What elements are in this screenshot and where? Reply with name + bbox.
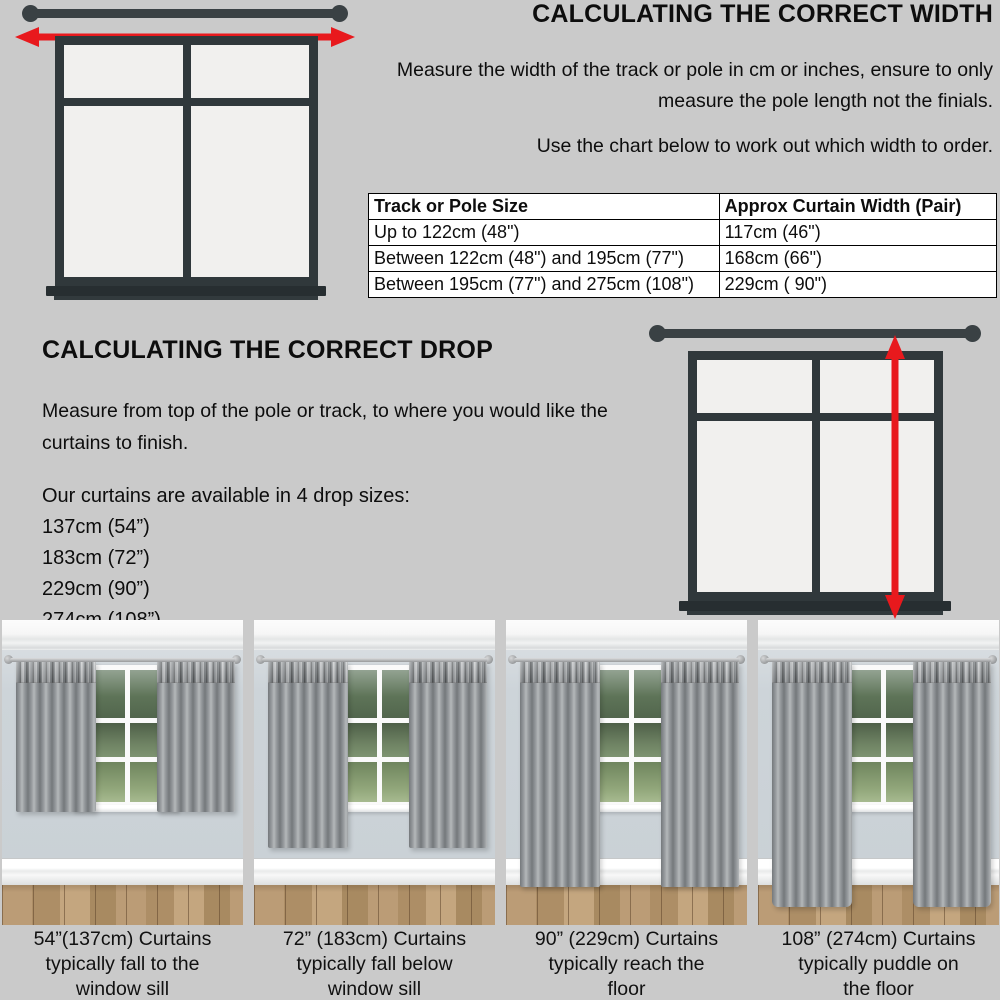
window-pane	[697, 360, 812, 413]
curtain-panel-left	[16, 662, 96, 812]
photo-caption-90in: 90” (229cm) Curtains typically reach the floor	[534, 928, 719, 1000]
window-pane	[820, 421, 935, 592]
width-section	[368, 0, 993, 162]
curtain-width-cell: 229cm ( 90")	[719, 272, 996, 298]
curtain-photo-72in	[254, 620, 495, 925]
wood-floor	[254, 885, 495, 925]
photo-caption-72in: 72” (183cm) Curtains typically fall below window sill	[282, 928, 467, 1000]
skirting-board	[2, 858, 243, 886]
window-pane	[191, 45, 310, 98]
curtain-pole	[30, 9, 344, 18]
drop-window-illustration	[645, 315, 1000, 627]
pole-size-cell: Between 122cm (48") and 195cm (77")	[369, 246, 720, 272]
column-header-curtain-width: Approx Curtain Width (Pair)	[719, 194, 996, 220]
size-chart-table	[368, 193, 997, 298]
drop-measure-arrow-icon	[882, 333, 908, 621]
curtain-panel-right	[661, 662, 739, 887]
drop-instruction-text: Measure from top of the pole or track, to where you would like the curtains to finish.	[42, 400, 608, 454]
curtain-width-cell: 168cm (66")	[719, 246, 996, 272]
drop-size-option: 137cm (54”)	[42, 516, 150, 538]
curtain-width-cell: 117cm (46")	[719, 220, 996, 246]
curtain-photo-90in	[506, 620, 747, 925]
width-window-illustration	[0, 0, 370, 312]
width-instruction-text: Measure the width of the track or pole in cm or inches, ensure to only measure the pole length not the finials.	[396, 59, 993, 112]
curtain-panel-right	[409, 662, 487, 848]
window-frame	[55, 36, 318, 286]
cornice	[506, 620, 747, 650]
window-pane	[64, 106, 183, 277]
drop-size-option: 229cm (90”)	[42, 578, 150, 600]
drop-sizes-intro: Our curtains are available in 4 drop sizes:	[42, 485, 410, 507]
window-pane	[191, 106, 310, 277]
table-row	[369, 220, 997, 246]
width-chart-hint-text: Use the chart below to work out which width to order.	[536, 135, 993, 157]
window-pane	[64, 45, 183, 98]
pole-size-cell: Up to 122cm (48")	[369, 220, 720, 246]
curtain-panel-left	[268, 662, 348, 848]
drop-section	[42, 336, 632, 636]
skirting-board	[254, 858, 495, 886]
drop-size-option: 183cm (72”)	[42, 547, 150, 569]
width-section-title: CALCULATING THE CORRECT WIDTH	[532, 0, 993, 28]
wood-floor	[506, 885, 747, 925]
cornice	[758, 620, 999, 650]
column-header-pole-size: Track or Pole Size	[369, 194, 720, 220]
pole-size-cell: Between 195cm (77") and 275cm (108")	[369, 272, 720, 298]
curtain-panel-left	[772, 662, 852, 907]
table-row	[369, 246, 997, 272]
curtain-panel-left	[520, 662, 600, 887]
table-header-row	[369, 194, 997, 220]
photo-caption-108in: 108” (274cm) Curtains typically puddle on the floor	[781, 928, 976, 1000]
curtain-pole	[657, 329, 977, 338]
curtain-panel-right	[157, 662, 235, 812]
curtain-panel-right	[913, 662, 991, 907]
cornice	[2, 620, 243, 650]
curtain-photo-108in	[758, 620, 999, 925]
drop-section-title: CALCULATING THE CORRECT DROP	[42, 336, 493, 364]
window-pane	[820, 360, 935, 413]
wood-floor	[2, 885, 243, 925]
table-row	[369, 272, 997, 298]
window-sill	[46, 286, 326, 296]
cornice	[254, 620, 495, 650]
photo-caption-54in: 54”(137cm) Curtains typically fall to the window sill	[33, 928, 212, 1000]
window-sill	[679, 601, 951, 611]
window-pane	[697, 421, 812, 592]
curtain-photo-54in	[2, 620, 243, 925]
